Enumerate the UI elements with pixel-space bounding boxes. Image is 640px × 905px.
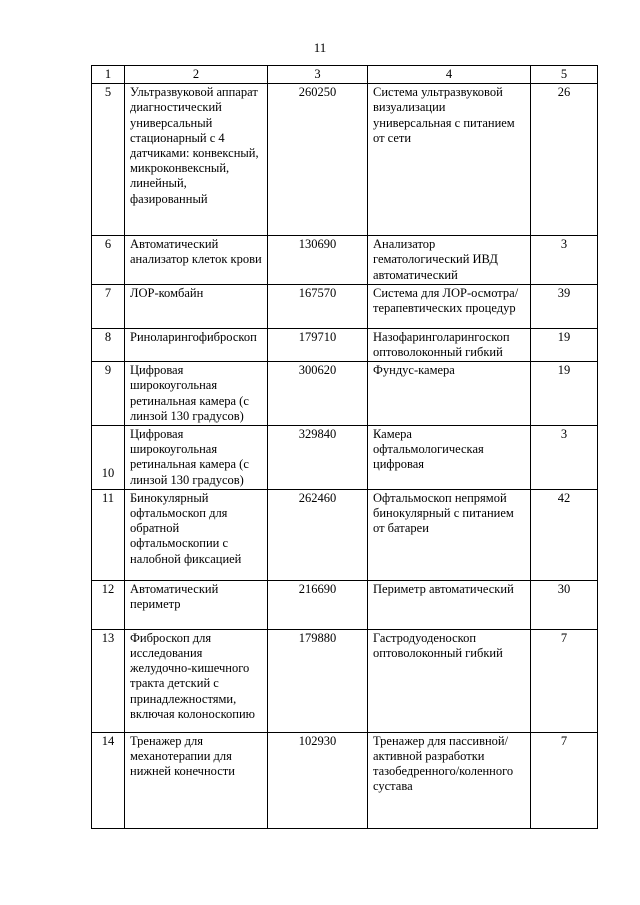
page-number: 11 (313, 40, 327, 55)
equipment-name: Автоматический анализатор клеток крови (125, 236, 268, 285)
row-number: 13 (92, 629, 125, 732)
table-header-row (92, 66, 598, 84)
equipment-name: Риноларингофиброскоп (125, 328, 268, 361)
equipment-code: 179880 (268, 629, 368, 732)
row-number: 11 (92, 489, 125, 580)
header-col-5: 5 (531, 66, 598, 84)
equipment-quantity: 39 (531, 284, 598, 328)
equipment-code: 329840 (268, 426, 368, 490)
table-row (92, 629, 598, 732)
equipment-quantity: 30 (531, 580, 598, 629)
row-number: 6 (92, 236, 125, 285)
equipment-type: Фундус-камера (368, 362, 531, 426)
row-number: 14 (92, 732, 125, 828)
table-row (92, 328, 598, 361)
equipment-type: Тренажер для пассивной/активной разработки тазобедренного/коленного сустава (368, 732, 531, 828)
equipment-name: Фиброскоп для исследования желудочно-кишечного тракта детский с принадлежностями, включая колоноскопию (125, 629, 268, 732)
equipment-name: Ультразвуковой аппарат диагностический универсальный стационарный с 4 датчиками: конвексный, микроконвексный, линейный, фазированный (125, 84, 268, 236)
row-number: 8 (92, 328, 125, 361)
equipment-type: Офтальмоскоп непрямой бинокулярный с питанием от батареи (368, 489, 531, 580)
equipment-type: Камера офтальмологическая цифровая (368, 426, 531, 490)
equipment-type: Система для ЛОР-осмотра/терапевтических процедур (368, 284, 531, 328)
equipment-quantity: 7 (531, 629, 598, 732)
row-number: 9 (92, 362, 125, 426)
equipment-quantity: 7 (531, 732, 598, 828)
table-row (92, 426, 598, 490)
header-col-2: 2 (125, 66, 268, 84)
equipment-code: 167570 (268, 284, 368, 328)
equipment-type: Назофаринголарингоскоп оптоволоконный гибкий (368, 328, 531, 361)
equipment-name: ЛОР-комбайн (125, 284, 268, 328)
equipment-type: Анализатор гематологический ИВД автоматический (368, 236, 531, 285)
equipment-quantity: 3 (531, 236, 598, 285)
equipment-name: Автоматический периметр (125, 580, 268, 629)
row-number: 7 (92, 284, 125, 328)
table-row (92, 84, 598, 236)
equipment-type: Периметр автоматический (368, 580, 531, 629)
equipment-name: Тренажер для механотерапии для нижней конечности (125, 732, 268, 828)
equipment-code: 216690 (268, 580, 368, 629)
equipment-quantity: 3 (531, 426, 598, 490)
equipment-code: 260250 (268, 84, 368, 236)
table-row (92, 489, 598, 580)
table-row (92, 284, 598, 328)
equipment-code: 262460 (268, 489, 368, 580)
table-row (92, 362, 598, 426)
equipment-name: Цифровая широкоугольная ретинальная камера (с линзой 130 градусов) (125, 426, 268, 490)
equipment-quantity: 19 (531, 328, 598, 361)
equipment-name: Бинокулярный офтальмоскоп для обратной офтальмоскопии с налобной фиксацией (125, 489, 268, 580)
row-number: 12 (92, 580, 125, 629)
equipment-code: 179710 (268, 328, 368, 361)
equipment-quantity: 42 (531, 489, 598, 580)
equipment-type: Гастродуоденоскоп оптоволоконный гибкий (368, 629, 531, 732)
row-number: 10 (92, 426, 125, 490)
header-col-1: 1 (92, 66, 125, 84)
row-number: 5 (92, 84, 125, 236)
header-col-4: 4 (368, 66, 531, 84)
equipment-code: 300620 (268, 362, 368, 426)
equipment-table (91, 65, 598, 829)
equipment-name: Цифровая широкоугольная ретинальная камера (с линзой 130 градусов) (125, 362, 268, 426)
header-col-3: 3 (268, 66, 368, 84)
equipment-quantity: 26 (531, 84, 598, 236)
equipment-code: 102930 (268, 732, 368, 828)
equipment-code: 130690 (268, 236, 368, 285)
table-row (92, 580, 598, 629)
equipment-type: Система ультразвуковой визуализации универсальная с питанием от сети (368, 84, 531, 236)
equipment-quantity: 19 (531, 362, 598, 426)
table-row (92, 732, 598, 828)
table-row (92, 236, 598, 285)
